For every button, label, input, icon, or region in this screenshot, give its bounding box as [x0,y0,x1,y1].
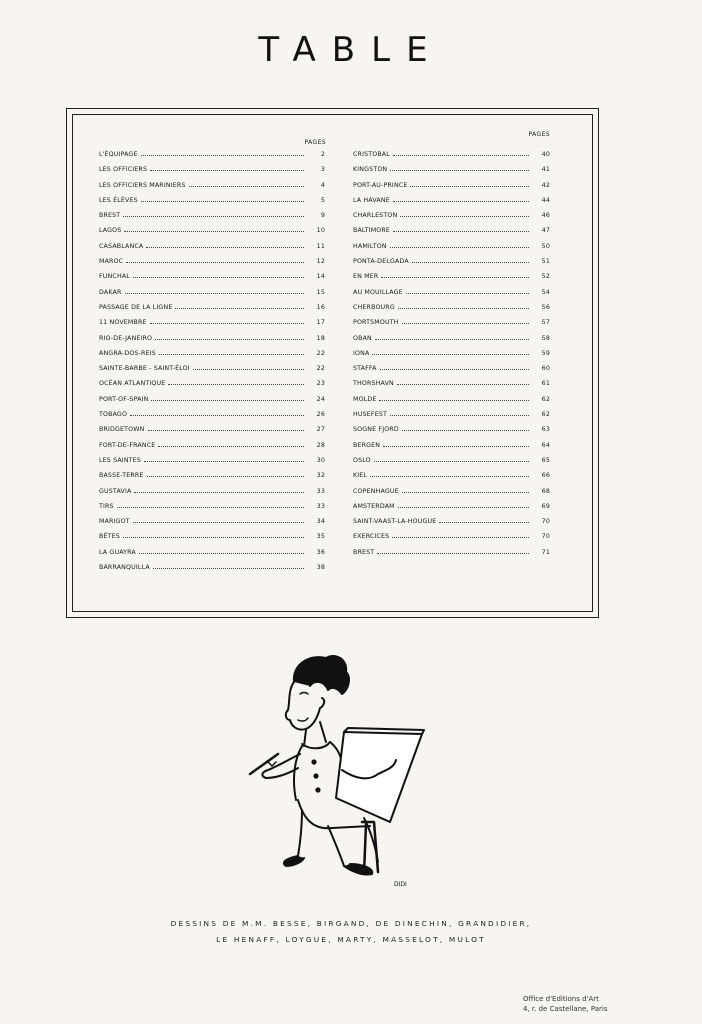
toc-leader-dots [148,426,305,431]
toc-entry [353,258,550,273]
toc-entry-page: 46 [541,212,550,220]
toc-entry-title: LAGOS [99,227,122,235]
toc-entry [99,273,325,288]
toc-entry-page: 23 [316,380,325,388]
toc-entry-page: 62 [541,395,550,403]
toc-entry-page: 18 [316,334,325,342]
toc-entry-title: FORT-DE-FRANCE [99,441,156,449]
toc-entry-page: 33 [316,487,325,495]
toc-entry-title: BREST [353,548,375,556]
toc-entry [353,365,550,380]
toc-entry-title: OCÉAN ATLANTIQUE [99,380,166,388]
toc-leader-dots [150,166,304,171]
toc-entry [99,350,325,365]
credits-line-1: DESSINS DE M.M. BESSE, BIRGAND, DE DINECHIN, GRANDIDIER, [170,919,532,928]
toc-entry [353,380,550,395]
toc-entry-title: IONA [353,349,370,357]
toc-entry-title: 11 NOVEMBRE [99,319,147,327]
toc-entry-title: OSLO [353,456,371,464]
toc-leader-dots [398,304,529,309]
toc-entry-title: LES OFFICIERS [99,166,148,174]
toc-entry-title: HUSEFEST [353,411,387,419]
toc-left-column [99,139,325,579]
toc-entry-page: 5 [320,196,325,204]
toc-leader-dots [117,503,304,508]
toc-entry-page: 54 [541,288,550,296]
toc-entry [99,304,325,319]
toc-entry-page: 4 [320,181,325,189]
toc-entry [353,442,550,457]
pages-header-right: PAGES [528,131,550,138]
toc-leader-dots [400,212,529,217]
toc-leader-dots [147,472,305,477]
illustration-credits [0,916,702,948]
toc-leader-dots [133,273,304,278]
toc-entry [353,488,550,503]
toc-entry-title: RIO-DE-JANEIRO [99,334,153,342]
table-of-contents-inner-frame [72,114,593,612]
toc-entry-page: 50 [541,242,550,250]
toc-entry-page: 57 [541,319,550,327]
toc-entry-title: CHERBOURG [353,303,395,311]
toc-leader-dots [439,518,529,523]
toc-entry-page: 44 [541,196,550,204]
toc-leader-dots [392,533,529,538]
toc-entry-page: 42 [541,181,550,189]
toc-leader-dots [390,166,529,171]
toc-entry-page: 60 [541,365,550,373]
toc-entry-title: SAINT-VAAST-LA-HOUGUE [353,518,437,526]
toc-entry-page: 27 [316,426,325,434]
toc-entry-page: 10 [316,227,325,235]
toc-entry [353,335,550,350]
toc-leader-dots [393,227,529,232]
toc-leader-dots [380,365,529,370]
toc-leader-dots [370,472,529,477]
toc-entry [99,380,325,395]
toc-leader-dots [153,564,304,569]
toc-leader-dots [410,182,529,187]
toc-entry-title: KIEL [353,472,368,480]
pages-header-left: PAGES [304,139,326,146]
toc-entry [353,457,550,472]
toc-entry [99,258,325,273]
toc-entry-title: TOBAGO [99,411,128,419]
toc-entry [353,411,550,426]
publisher-line-1: Office d'Editions d'Art [523,995,599,1003]
caricature-illustration [244,650,434,895]
toc-leader-dots [130,411,304,416]
toc-leader-dots [150,319,304,324]
toc-entry-page: 71 [541,548,550,556]
toc-entry-page: 58 [541,334,550,342]
toc-entry-page: 11 [316,242,325,250]
toc-entry [99,166,325,181]
toc-entry-title: BRIDGETOWN [99,426,145,434]
toc-leader-dots [397,380,529,385]
toc-entry [353,197,550,212]
toc-entry-title: TIRS [99,502,114,510]
toc-entry-page: 41 [541,166,550,174]
toc-entry-page: 33 [316,502,325,510]
toc-entry [99,549,325,564]
toc-entry [99,533,325,548]
toc-entry-page: 56 [541,303,550,311]
toc-entry [353,350,550,365]
toc-entry-title: AMSTERDAM [353,502,395,510]
toc-entry-title: GUSTAVIA [99,487,132,495]
toc-entry [99,442,325,457]
toc-entry-page: 28 [316,441,325,449]
toc-leader-dots [175,304,304,309]
toc-entry-page: 32 [316,472,325,480]
toc-entry-page: 9 [320,212,325,220]
toc-entry-title: LA GUAYRA [99,548,136,556]
toc-entry-page: 68 [541,487,550,495]
toc-leader-dots [133,518,304,523]
toc-entry [99,396,325,411]
toc-entry-page: 47 [541,227,550,235]
toc-entry-title: BARRANQUILLA [99,564,150,572]
toc-entry-title: SOGNE FJORD [353,426,399,434]
toc-entry [99,426,325,441]
toc-leader-dots [402,426,529,431]
toc-entry [99,365,325,380]
toc-entry [99,488,325,503]
toc-entry [353,151,550,166]
toc-entry-title: COPENHAGUE [353,487,399,495]
toc-entry-title: PASSAGE DE LA LIGNE [99,303,173,311]
toc-leader-dots [372,350,529,355]
toc-leader-dots [381,273,529,278]
toc-entry-title: STAFFA [353,365,377,373]
toc-entry-title: LES ÉLÈVES [99,196,138,204]
toc-entry-title: ANGRA-DOS-REIS [99,349,156,357]
toc-leader-dots [412,258,529,263]
toc-entry [99,472,325,487]
toc-entry-page: 3 [320,166,325,174]
toc-entry-page: 15 [316,288,325,296]
toc-entry-title: DAKAR [99,288,122,296]
toc-entry [353,166,550,181]
toc-leader-dots [402,488,529,493]
page-title: TABLE [258,30,444,70]
toc-entry-page: 34 [316,518,325,526]
toc-entry [99,212,325,227]
toc-entry-page: 64 [541,441,550,449]
toc-entry [353,212,550,227]
toc-entry-title: LES OFFICIERS MARINIERS [99,181,186,189]
toc-entry-title: PORTSMOUTH [353,319,399,327]
toc-leader-dots [123,212,304,217]
toc-leader-dots [402,319,529,324]
toc-entry-page: 63 [541,426,550,434]
toc-entry-title: EN MER [353,273,379,281]
toc-entry [99,197,325,212]
toc-leader-dots [141,197,304,202]
toc-entry [353,426,550,441]
toc-leader-dots [189,182,305,187]
toc-entry [99,227,325,242]
toc-entry [99,411,325,426]
toc-leader-dots [398,503,529,508]
toc-entry [353,533,550,548]
toc-entry-title: LES SAINTES [99,456,141,464]
toc-leader-dots [393,197,529,202]
toc-entry-page: 16 [316,303,325,311]
toc-leader-dots [193,365,304,370]
toc-entry-title: CHARLESTON [353,212,398,220]
credits-line-2: LE HENAFF, LOYGUE, MARTY, MASSELOT, MULOT [216,935,486,944]
toc-entry-page: 61 [541,380,550,388]
toc-entry-page: 66 [541,472,550,480]
toc-entry-title: PONTA-DELGADA [353,258,409,266]
toc-entry [353,396,550,411]
toc-leader-dots [124,227,304,232]
toc-right-list [353,151,550,564]
toc-entry [99,319,325,334]
toc-entry-title: LA HAVANE [353,196,390,204]
toc-right-column [353,131,550,564]
toc-entry-page: 22 [316,349,325,357]
toc-leader-dots [141,151,304,156]
toc-entry [353,304,550,319]
toc-entry-page: 52 [541,273,550,281]
toc-entry-title: FUNCHAL [99,273,130,281]
toc-leader-dots [123,533,304,538]
toc-entry-page: 36 [316,548,325,556]
toc-leader-dots [406,289,529,294]
toc-leader-dots [383,442,529,447]
toc-entry [99,518,325,533]
toc-entry-page: 38 [316,564,325,572]
toc-entry [353,227,550,242]
toc-entry [99,243,325,258]
toc-entry [99,151,325,166]
toc-entry-title: KINGSTON [353,166,388,174]
toc-entry-page: 17 [316,319,325,327]
toc-entry-title: AU MOUILLAGE [353,288,403,296]
toc-entry-title: BÊTES [99,533,120,541]
toc-leader-dots [139,549,304,554]
toc-entry-page: 12 [316,258,325,266]
toc-entry-title: SAINTE-BARBE - SAINT-ÉLOI [99,365,190,373]
toc-entry [353,273,550,288]
toc-leader-dots [134,488,304,493]
toc-entry-title: BERGEN [353,441,381,449]
toc-leader-dots [377,549,529,554]
toc-entry-title: MARIGOT [99,518,130,526]
toc-entry-page: 62 [541,411,550,419]
toc-entry [353,289,550,304]
toc-leader-dots [126,258,304,263]
toc-leader-dots [393,151,529,156]
toc-entry [353,472,550,487]
toc-entry [99,289,325,304]
toc-entry-title: OBAN [353,334,372,342]
toc-entry-page: 22 [316,365,325,373]
publisher-line-2: 4, r. de Castellane, Paris [523,1005,608,1013]
publisher-imprint [523,994,607,1014]
toc-entry-page: 65 [541,456,550,464]
toc-leader-dots [144,457,304,462]
toc-leader-dots [125,289,305,294]
toc-entry-title: THORSHAVN [353,380,394,388]
toc-entry [99,457,325,472]
toc-leader-dots [374,457,529,462]
toc-entry-title: MOLDE [353,395,377,403]
toc-entry-page: 69 [541,502,550,510]
toc-entry-title: BASSE-TERRE [99,472,144,480]
toc-entry-page: 26 [316,411,325,419]
toc-leader-dots [146,243,304,248]
toc-leader-dots [158,442,304,447]
toc-leader-dots [375,335,529,340]
toc-entry-page: 59 [541,349,550,357]
toc-entry-title: MAROC [99,258,124,266]
toc-entry [99,564,325,579]
toc-entry-title: CRISTOBAL [353,151,390,158]
toc-entry [99,182,325,197]
toc-entry-title: HAMILTON [353,242,387,250]
toc-entry-title: PORT-AU-PRINCE [353,181,408,189]
toc-entry-page: 70 [541,518,550,526]
toc-entry-page: 51 [541,258,550,266]
illustration-signature: DIDI [394,881,407,888]
toc-leader-dots [379,396,529,401]
toc-entry-page: 14 [316,273,325,281]
toc-entry-title: L'ÉQUIPAGE [99,151,138,158]
toc-entry [353,518,550,533]
toc-entry [353,549,550,564]
toc-entry-page: 2 [320,151,325,158]
toc-entry [353,319,550,334]
toc-entry-page: 70 [541,533,550,541]
toc-leader-dots [159,350,304,355]
toc-entry [353,243,550,258]
toc-entry-page: 30 [316,456,325,464]
toc-entry [353,182,550,197]
toc-entry-title: PORT-OF-SPAIN [99,395,149,403]
toc-leader-dots [390,411,529,416]
toc-entry-title: BALTIMORE [353,227,391,235]
toc-entry-title: CASABLANCA [99,242,144,250]
toc-leader-dots [168,380,304,385]
toc-entry [353,503,550,518]
toc-entry-page: 35 [316,533,325,541]
toc-entry-title: BREST [99,212,121,220]
toc-leader-dots [390,243,529,248]
toc-leader-dots [155,335,304,340]
table-of-contents-frame [66,108,599,618]
toc-entry-page: 24 [316,395,325,403]
toc-entry [99,503,325,518]
toc-entry-title: EXERCICES [353,533,390,541]
toc-entry-page: 40 [541,151,550,158]
toc-left-list [99,151,325,579]
toc-leader-dots [151,396,304,401]
toc-entry [99,335,325,350]
